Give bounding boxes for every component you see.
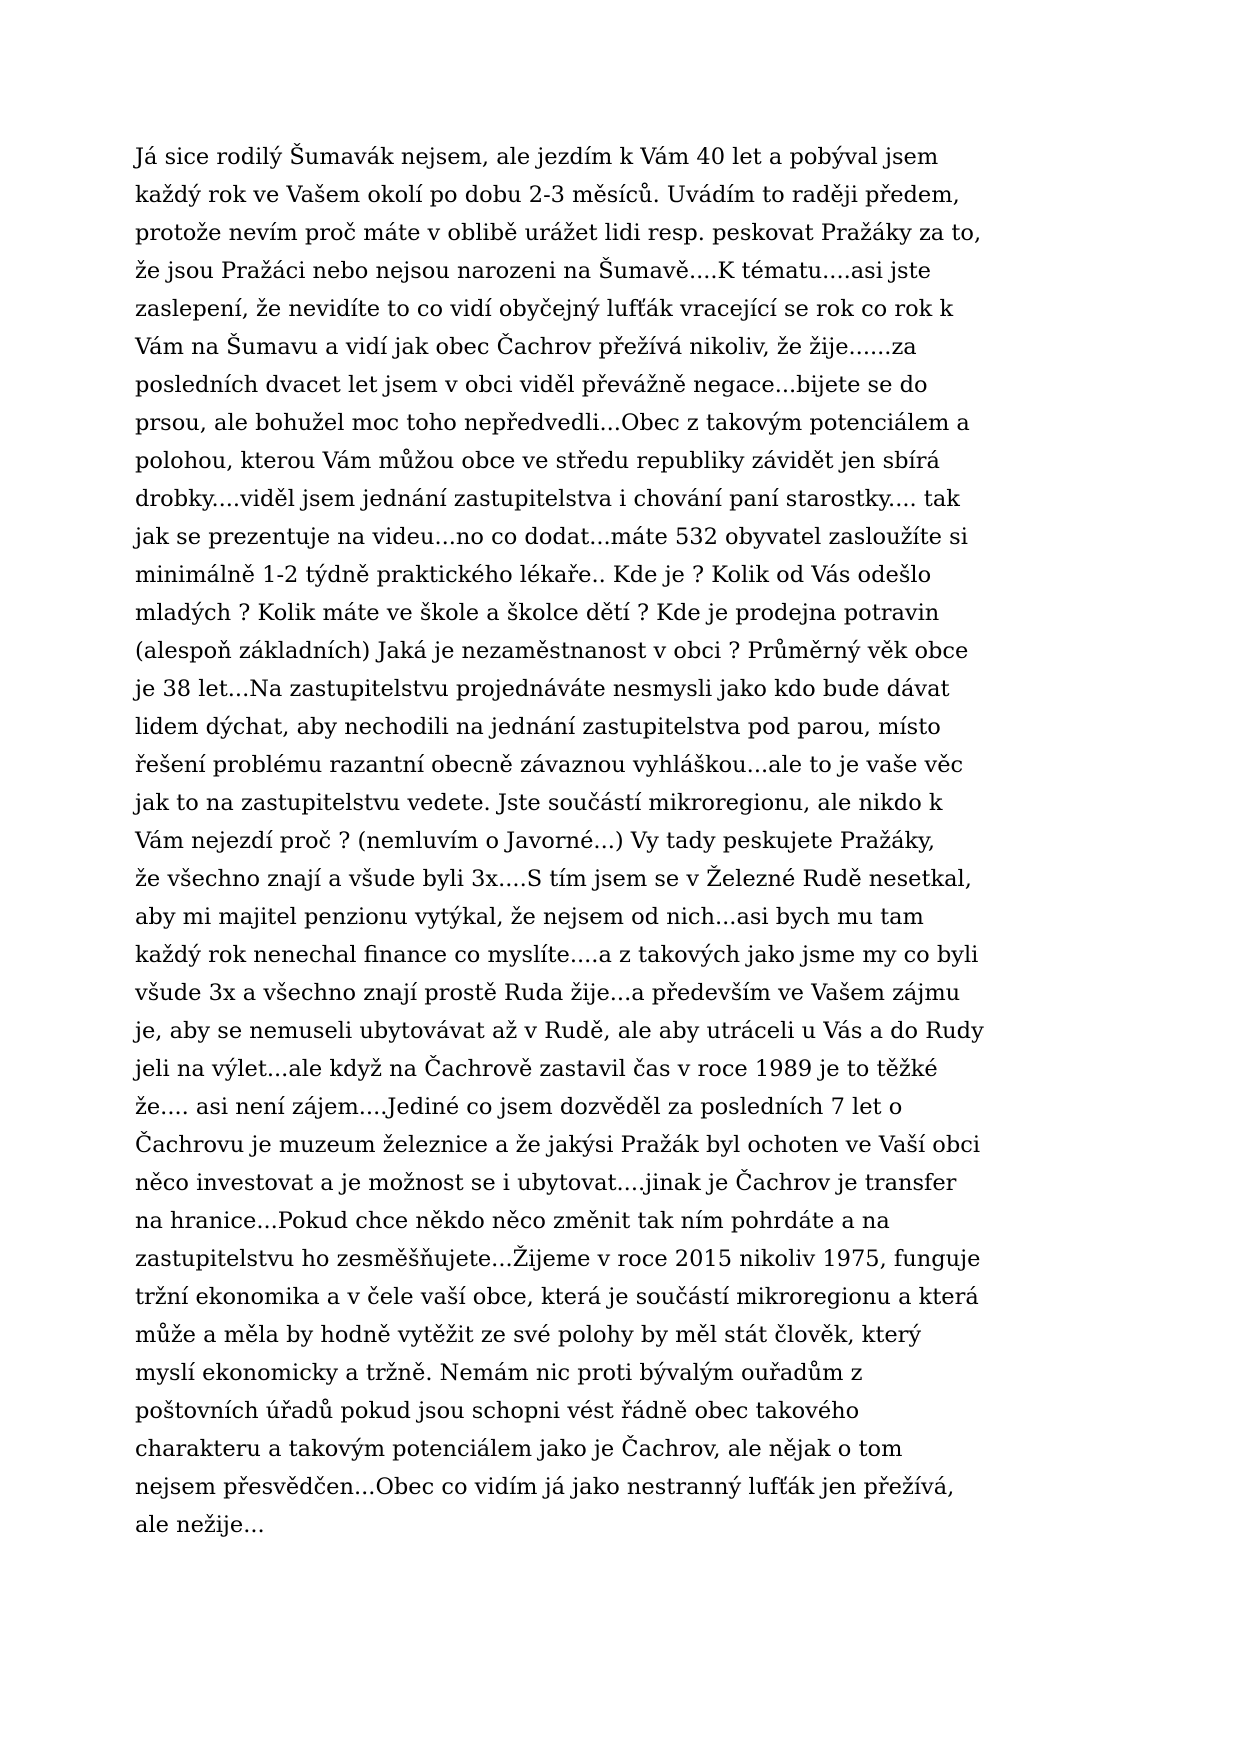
text-line: mladých ? Kolik máte ve škole a školce dětí ? Kde je prodejna potravin xyxy=(135,600,940,626)
text-line: že.... asi není zájem....Jediné co jsem dozvěděl za posledních 7 let o xyxy=(135,1094,903,1120)
text-line: Čachrovu je muzeum železnice a že jakýsi Pražák byl ochoten ve Vaší obci xyxy=(135,1132,981,1158)
text-line: poštovních úřadů pokud jsou schopni vést řádně obec takového xyxy=(135,1398,860,1424)
text-line: jeli na výlet...ale když na Čachrově zastavil čas v roce 1989 je to těžké xyxy=(135,1056,938,1082)
text-line: protože nevím proč máte v oblibě urážet lidi resp. peskovat Pražáky za to, xyxy=(135,220,982,246)
text-line: Vám nejezdí proč ? (nemluvím o Javorné...) Vy tady peskujete Pražáky, xyxy=(135,828,936,854)
text-line: řešení problému razantní obecně závaznou vyhláškou...ale to je vaše věc xyxy=(135,752,964,778)
text-line: tržní ekonomika a v čele vaší obce, která je součástí mikroregionu a která xyxy=(135,1284,979,1310)
text-line: každý rok ve Vašem okolí po dobu 2-3 měsíců. Uvádím to raději předem, xyxy=(135,182,960,208)
text-line: každý rok nenechal finance co myslíte....a z takových jako jsme my co byli xyxy=(135,942,979,968)
text-line: může a měla by hodně vytěžit ze své polohy by měl stát člověk, který xyxy=(135,1322,922,1348)
text-line: polohou, kterou Vám můžou obce ve středu republiky závidět jen sbírá xyxy=(135,448,940,474)
text-line: (alespoň základních) Jaká je nezaměstnanost v obci ? Průměrný věk obce xyxy=(135,638,969,664)
text-line: Já sice rodilý Šumavák nejsem, ale jezdím k Vám 40 let a pobýval jsem xyxy=(135,144,939,170)
text-line: nejsem přesvědčen...Obec co vidím já jako nestranný lufťák jen přežívá, xyxy=(135,1474,955,1500)
text-line: charakteru a takovým potenciálem jako je Čachrov, ale nějak o tom xyxy=(135,1436,903,1462)
text-line: prsou, ale bohužel moc toho nepředvedli...Obec z takovým potenciálem a xyxy=(135,410,970,436)
text-line: minimálně 1-2 týdně praktického lékaře.. Kde je ? Kolik od Vás odešlo xyxy=(135,562,932,588)
text-line: všude 3x a všechno znají prostě Ruda žije...a především ve Vašem zájmu xyxy=(135,980,961,1006)
text-line: že jsou Pražáci nebo nejsou narozeni na Šumavě....K tématu....asi jste xyxy=(135,258,931,284)
text-line: je 38 let...Na zastupitelstvu projednáváte nesmysli jako kdo bude dávat xyxy=(135,676,950,702)
text-line: něco investovat a je možnost se i ubytovat....jinak je Čachrov je transfer xyxy=(135,1170,957,1196)
text-line: aby mi majitel penzionu vytýkal, že nejsem od nich...asi bych mu tam xyxy=(135,904,924,930)
letter-body-text xyxy=(135,138,1200,1544)
text-line: že všechno znají a všude byli 3x....S tím jsem se v Železné Rudě nesetkal, xyxy=(135,866,972,892)
text-line: posledních dvacet let jsem v obci viděl převážně negace...bijete se do xyxy=(135,372,928,398)
text-line: zaslepení, že nevidíte to co vidí obyčejný lufťák vracející se rok co rok k xyxy=(135,296,954,322)
text-line: ale nežije... xyxy=(135,1512,265,1538)
text-line: Vám na Šumavu a vidí jak obec Čachrov přežívá nikoliv, že žije......za xyxy=(135,334,917,360)
text-line: lidem dýchat, aby nechodili na jednání zastupitelstva pod parou, místo xyxy=(135,714,941,740)
text-line: na hranice...Pokud chce někdo něco změnit tak ním pohrdáte a na xyxy=(135,1208,890,1234)
text-line: jak se prezentuje na videu...no co dodat...máte 532 obyvatel zasloužíte si xyxy=(135,524,968,550)
text-line: zastupitelstvu ho zesměšňujete...Žijeme v roce 2015 nikoliv 1975, funguje xyxy=(135,1246,981,1272)
text-line: myslí ekonomicky a tržně. Nemám nic proti bývalým ouřadům z xyxy=(135,1360,863,1386)
text-line: jak to na zastupitelstvu vedete. Jste součástí mikroregionu, ale nikdo k xyxy=(135,790,943,816)
text-line: drobky....viděl jsem jednání zastupitelstva i chování paní starostky.... tak xyxy=(135,486,960,512)
text-line: je, aby se nemuseli ubytovávat až v Rudě, ale aby utráceli u Vás a do Rudy xyxy=(135,1018,984,1044)
